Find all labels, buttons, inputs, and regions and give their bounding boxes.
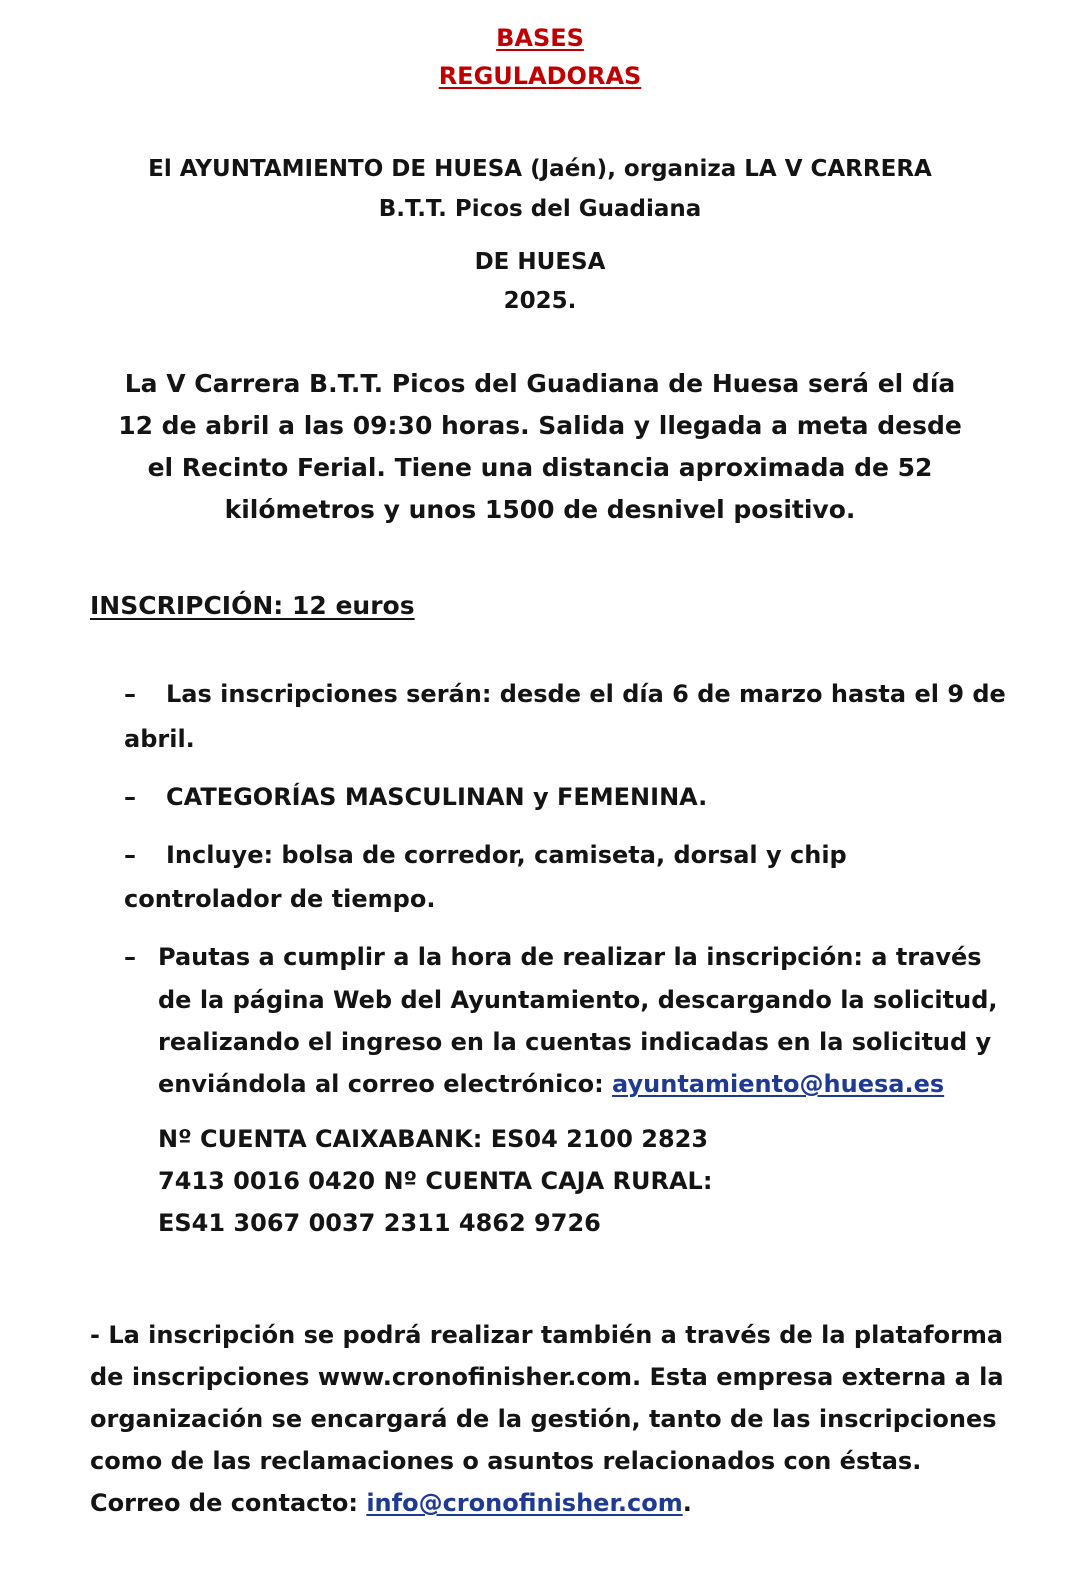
organizer-line-3: DE HUESA [474, 249, 606, 275]
bullet-3-line-1: – Incluye: bolsa de corredor, camiseta, dorsal y chip [124, 841, 847, 869]
organizer-line-2: B.T.T. Picos del Guadiana [378, 196, 702, 222]
intro-line-4: kilómetros y unos 1500 de desnivel positivo. [224, 495, 856, 524]
bullet-dash: – [124, 943, 136, 971]
bullet-2-line-1: – CATEGORÍAS MASCULINAN y FEMENINA. [124, 783, 708, 811]
cronofinisher-email-link[interactable]: info@cronofinisher.com [366, 1489, 683, 1517]
account-line-2: 7413 0016 0420 Nº CUENTA CAJA RURAL: [158, 1167, 713, 1195]
bullet-dash: – [124, 783, 136, 811]
bullet-1-line-1: – Las inscripciones serán: desde el día 6 de marzo hasta el 9 de [124, 680, 1006, 708]
bullet-4-line-3: realizando el ingreso en la cuentas indicadas en la solicitud y [158, 1028, 992, 1056]
footer-line-1: - La inscripción se podrá realizar también a través de la plataforma [90, 1321, 1004, 1349]
footer-line-2: de inscripciones www.cronofinisher.com. Esta empresa externa a la [90, 1363, 1004, 1391]
bullet-dash: – [124, 680, 136, 708]
organizer-year: 2025. [503, 288, 577, 314]
bullet-1-line-2: abril. [124, 725, 195, 753]
bullet-4-line-1: – Pautas a cumplir a la hora de realizar la inscripción: a través [124, 943, 982, 971]
title-line-1: BASES [496, 24, 584, 52]
intro-line-3: el Recinto Ferial. Tiene una distancia aproximada de 52 [147, 453, 933, 482]
footer-line-3: organización se encargará de la gestión, tanto de las inscripciones [90, 1405, 997, 1433]
footer-line-4: como de las reclamaciones o asuntos relacionados con éstas. [90, 1447, 922, 1475]
bullet-4-line-4: enviándola al correo electrónico: ayuntamiento@huesa.es [158, 1070, 945, 1098]
inscription-heading: INSCRIPCIÓN: 12 euros [90, 591, 415, 620]
ayuntamiento-email-link[interactable]: ayuntamiento@huesa.es [612, 1070, 945, 1098]
intro-line-1: La V Carrera B.T.T. Picos del Guadiana de Huesa será el día [124, 369, 956, 398]
organizer-line-1: El AYUNTAMIENTO DE HUESA (Jaén), organiza LA V CARRERA [148, 156, 932, 182]
bullet-4-line-2: de la página Web del Ayuntamiento, descargando la solicitud, [158, 986, 998, 1014]
title-line-2: REGULADORAS [438, 62, 642, 90]
footer-line-5: Correo de contacto: info@cronofinisher.com. [90, 1489, 692, 1517]
account-line-3: ES41 3067 0037 2311 4862 9726 [158, 1209, 601, 1237]
bullet-3-line-2: controlador de tiempo. [124, 885, 436, 913]
bullet-dash: – [124, 841, 136, 869]
account-line-1: Nº CUENTA CAIXABANK: ES04 2100 2823 [158, 1125, 709, 1153]
intro-line-2: 12 de abril a las 09:30 horas. Salida y llegada a meta desde [118, 411, 962, 440]
